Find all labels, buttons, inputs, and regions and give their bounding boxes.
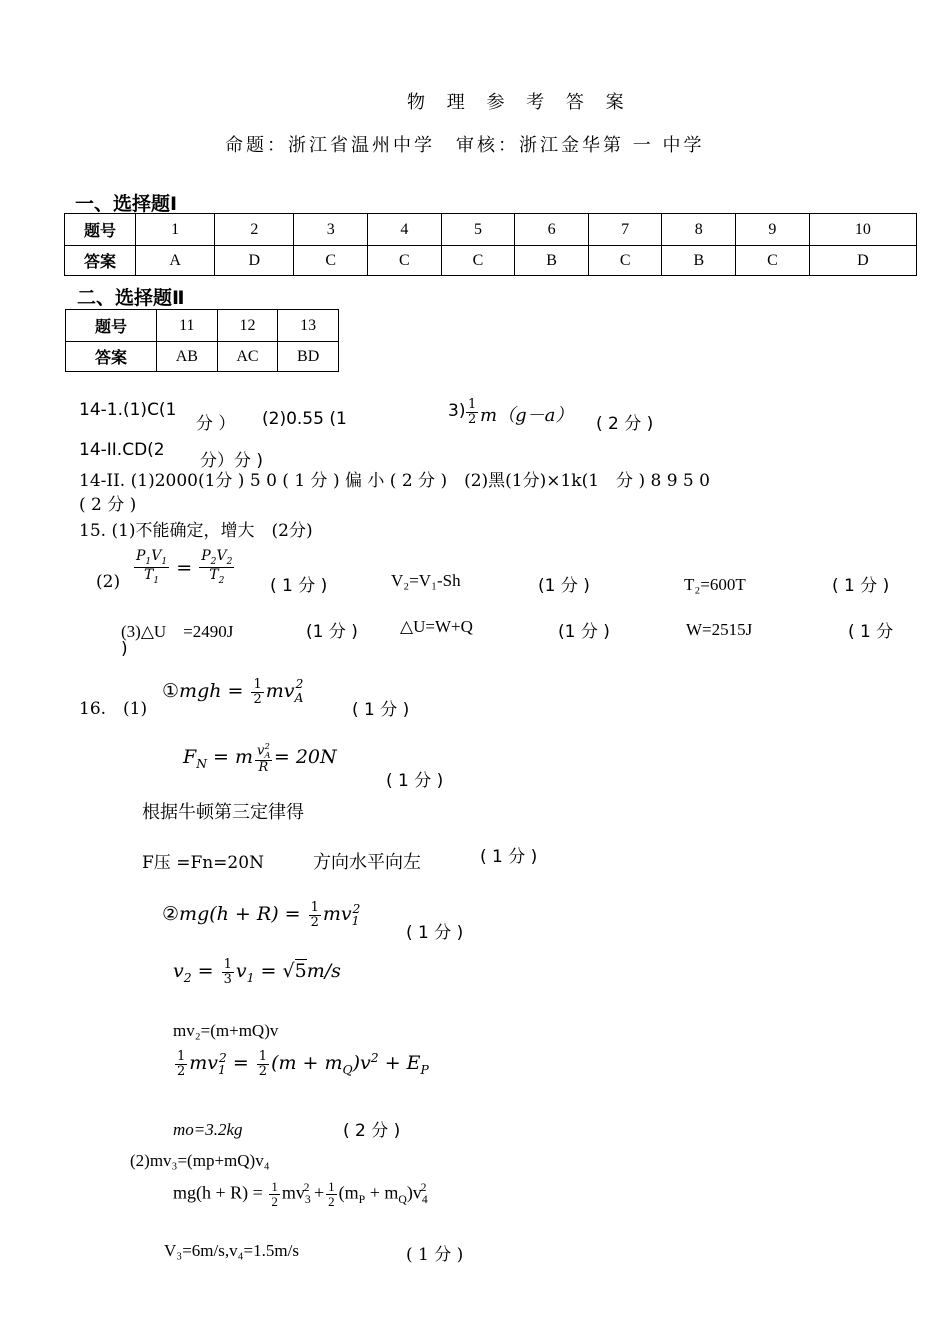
q15-gas-law-formula: $\frac{P_1V_1}{T_1}$ = $\frac{P_2V_2}{T_2}$ (136, 548, 233, 587)
q16-v3v4: V₃=6m/s,v₄=1.5m/s (164, 1241, 299, 1260)
q14-line2-b: 分）分 ) (200, 451, 264, 471)
q16-energy-eq1: ①mgh = $\frac{1}{2}$ $mv_A^2$ (162, 676, 304, 707)
table1-number: 1 (136, 214, 215, 246)
table2-answer: AC (217, 342, 278, 372)
q16-direction: 方向水平向左 (313, 852, 421, 873)
q16-score3: ( 1 分 ) (480, 847, 538, 867)
table1-answer: C (441, 246, 515, 276)
page-title: 物 理 参 考 答 案 (407, 92, 632, 113)
table1-number: 5 (441, 214, 515, 246)
q15-part3-b: △U=W+Q (400, 617, 473, 636)
table2-number: 12 (217, 310, 278, 342)
table1-answer: D (809, 246, 916, 276)
q15-part3-score3a: ( 1 分 (848, 622, 894, 642)
table2-row-head-number: 题号 (66, 310, 157, 342)
q14-line4: ( 2 分 ) (79, 495, 137, 515)
table2-number: 13 (278, 310, 339, 342)
table1-answer: B (515, 246, 589, 276)
q14-line1-d: 3) (448, 401, 466, 421)
section2-heading: 二、选择题Ⅱ (77, 287, 185, 309)
q16-energy-eq3: $\frac{1}{2}$ $mv_1^2$ = $\frac{1}{2}$ $(m + m_Q)v^2 + E_P$ (177, 1049, 429, 1079)
q15-line1: 15. (1)不能确定，增大 (2分) (79, 521, 313, 541)
table1-number: 4 (368, 214, 442, 246)
q16-score6: ( 1 分 ) (406, 1245, 464, 1265)
table2-answer: AB (157, 342, 218, 372)
q15-part3-score1: (1 分 ) (306, 622, 358, 642)
q16-fpress: F压 =Fn=20N (142, 853, 264, 873)
table1-number: 3 (294, 214, 368, 246)
q15-v2: V₂=V₁-Sh (391, 571, 461, 590)
q14-fraction-half: $\frac{1}{2}$ (468, 397, 477, 427)
table1-row-head-answer: 答案 (65, 246, 136, 276)
table1-number: 6 (515, 214, 589, 246)
q16-part2: (2)mv₃=(mp+mQ)v₄ (130, 1151, 270, 1170)
section1-heading: 一、选择题Ⅰ (75, 193, 178, 215)
table1-answer: C (368, 246, 442, 276)
table1-number: 9 (736, 214, 810, 246)
table1-answer: C (736, 246, 810, 276)
q14-line1-b: 分 ） (196, 414, 236, 434)
q16-score5: ( 2 分 ) (343, 1121, 401, 1141)
q14-line2-a: 14-II.CD(2 (79, 440, 165, 460)
q16-normal-force-eq: $F_N = m$ $\frac{v_A^2}{R}$ = 20N (183, 741, 337, 775)
table1-answer: A (136, 246, 215, 276)
q16-energy-eq4: mg(h + R) = $\frac{1}{2}$ $mv_3^2$ + $\frac{1}{2}$ $(m_P + m_Q)v_4^2$ (173, 1179, 428, 1209)
q15-part3-c: W=2515J (686, 620, 753, 639)
table1-number: 2 (215, 214, 294, 246)
q15-part3-a: (3)△U =2490J (121, 622, 234, 641)
q16-mq: mo=3.2kg (173, 1120, 243, 1139)
q15-part2-score3: ( 1 分 ) (832, 576, 890, 596)
answer-table-1 (64, 213, 917, 276)
q14-line1-c: (2)0.55 (1 (262, 409, 347, 429)
table1-answer: B (662, 246, 736, 276)
table2-row-head-answer: 答案 (66, 342, 157, 372)
q14-line1-f: ( 2 分 ) (596, 414, 654, 434)
q14-line1-a: 14-1.(1)C(1 (79, 400, 177, 420)
table1-number: 10 (809, 214, 916, 246)
table1-number: 8 (662, 214, 736, 246)
q14-line1-e: m（g－a） (480, 405, 574, 426)
q15-part3-score2: (1 分 ) (558, 622, 610, 642)
q14-line3: 14-II. (1)2000(1分 ) 5 0 ( 1 分 ) 偏 小 ( 2 分 ) (2)黑(1分)×1k(1 分 ) 8 9 5 0 (79, 471, 710, 491)
q16-energy-eq2: ②mg(h + R) = $\frac{1}{2}$ $mv_1^2$ (162, 900, 361, 930)
table1-number: 7 (588, 214, 662, 246)
q15-t2: T₂=600T (684, 575, 746, 594)
q16-velocity-eq: $v_2$ = $\frac{1}{3}$ $v_1 = √5m/s$ (173, 957, 341, 987)
q16-score2: ( 1 分 ) (386, 771, 444, 791)
answer-table-2 (65, 309, 339, 372)
table1-answer: D (215, 246, 294, 276)
q16-label: 16. (1) (79, 699, 148, 719)
q15-part2-score2: (1 分 ) (538, 576, 590, 596)
q16-score4: ( 1 分 ) (406, 923, 464, 943)
table1-row-head-number: 题号 (65, 214, 136, 246)
table1-answer: C (588, 246, 662, 276)
table2-number: 11 (157, 310, 218, 342)
q15-part2-label: (2) (96, 572, 121, 592)
page-subtitle: 命题：浙江省温州中学 审核：浙江金华第 一 中学 (225, 135, 705, 156)
q16-newton-text: 根据牛顿第三定律得 (142, 802, 304, 823)
q16-score1: ( 1 分 ) (352, 700, 410, 720)
q15-part3-score3b: ) (121, 639, 128, 659)
table1-answer: C (294, 246, 368, 276)
table2-answer: BD (278, 342, 339, 372)
q15-part2-score1: ( 1 分 ) (270, 576, 328, 596)
q16-momentum: mv₂=(m+mQ)v (173, 1021, 279, 1040)
